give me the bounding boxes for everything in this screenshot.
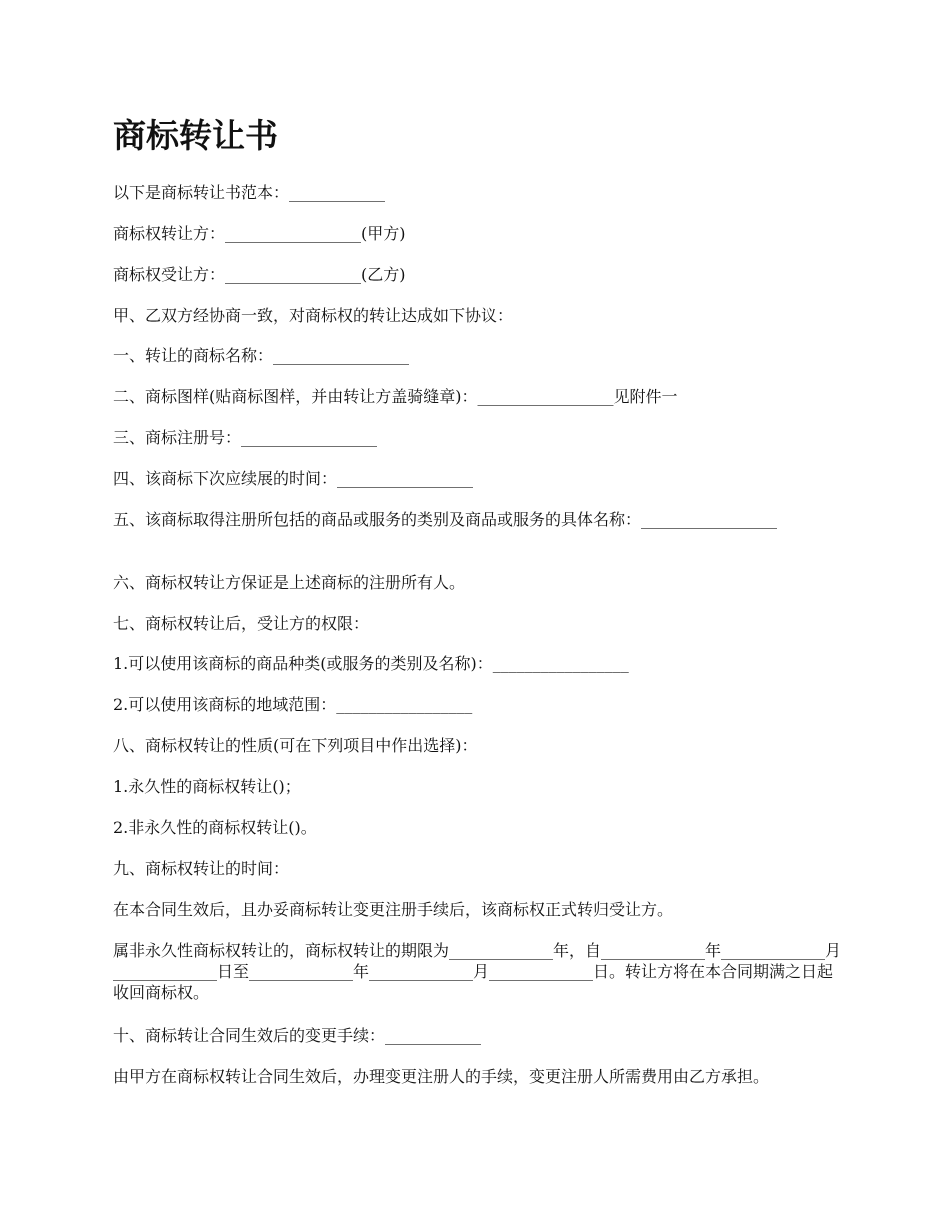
paragraph-clause-1: 一、转让的商标名称：_________________ xyxy=(113,346,410,365)
paragraph-clause-10: 十、商标转让合同生效后的变更手续：____________ xyxy=(113,1026,482,1045)
paragraph-agreement: 甲、乙双方经协商一致，对商标权的转让达成如下协议： xyxy=(113,306,514,325)
paragraph-clause-7-item-1: 1.可以使用该商标的商品种类(或服务的类别及名称)：_________________ xyxy=(113,654,629,673)
paragraph-clause-9-effective: 在本合同生效后，且办妥商标转让变更注册手续后，该商标权正式转归受让方。 xyxy=(113,900,674,919)
paragraph-transferee: 商标权受让方：_________________(乙方) xyxy=(113,265,406,284)
paragraph-clause-9-term: 属非永久性商标权转让的，商标权转让的期限为_____________年，自_____________年_____________月_____________日至_____________年_____________月_____________日。转让方将在本合同期满之日起收回商标权。 xyxy=(113,941,842,1002)
paragraph-clause-4: 四、该商标下次应续展的时间：_________________ xyxy=(113,469,474,488)
paragraph-clause-5: 五、该商标取得注册所包括的商品或服务的类别及商品或服务的具体名称：_________________ xyxy=(113,510,778,529)
paragraph-clause-7: 七、商标权转让后，受让方的权限： xyxy=(113,614,370,633)
paragraph-transferor: 商标权转让方：_________________(甲方) xyxy=(113,224,406,243)
paragraph-intro: 以下是商标转让书范本：____________ xyxy=(113,183,386,202)
paragraph-clause-10-detail: 由甲方在商标权转让合同生效后，办理变更注册人的手续，变更注册人所需费用由乙方承担。 xyxy=(113,1067,770,1086)
paragraph-clause-8: 八、商标权转让的性质(可在下列项目中作出选择)： xyxy=(113,736,478,755)
paragraph-clause-9: 九、商标权转让的时间： xyxy=(113,859,290,878)
paragraph-clause-8-item-1: 1.永久性的商标权转让()； xyxy=(113,777,301,796)
document-title: 商标转让书 xyxy=(113,116,278,155)
paragraph-clause-6: 六、商标权转让方保证是上述商标的注册所有人。 xyxy=(113,573,466,592)
paragraph-clause-3: 三、商标注册号：_________________ xyxy=(113,428,378,447)
paragraph-clause-8-item-2: 2.非永久性的商标权转让()。 xyxy=(113,818,317,837)
paragraph-clause-2: 二、商标图样(贴商标图样，并由转让方盖骑缝章)：_________________见附件一 xyxy=(113,387,678,406)
paragraph-clause-7-item-2: 2.可以使用该商标的地域范围：_________________ xyxy=(113,695,473,714)
